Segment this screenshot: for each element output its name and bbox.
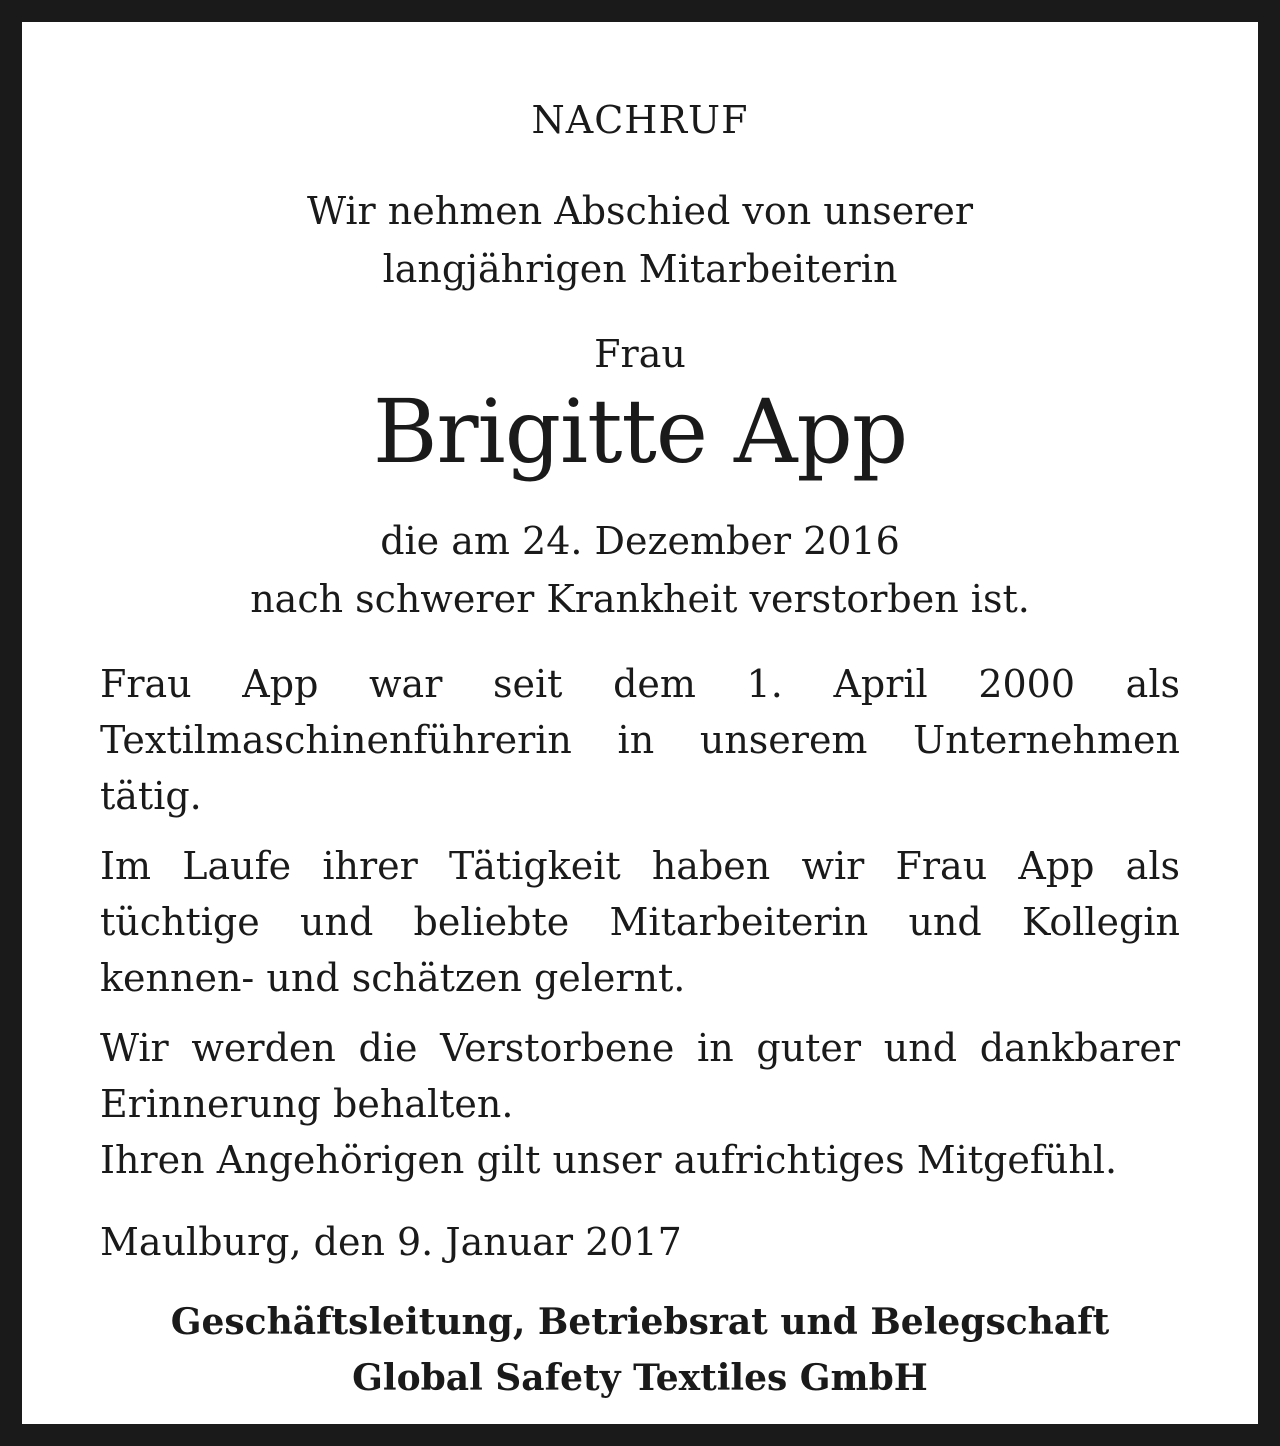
- signature-line-1: Geschäftsleitung, Betriebsrat und Belegschaft: [170, 1301, 1110, 1343]
- deceased-name: Brigitte App: [372, 380, 908, 483]
- signature-line-2: Global Safety Textiles GmbH: [352, 1357, 928, 1399]
- body-text: [100, 656, 1180, 1188]
- paragraph-condolence: Ihren Angehörigen gilt unser aufrichtiges Mitgefühl.: [100, 1138, 1118, 1182]
- notice-content: [100, 94, 1180, 1406]
- signature: [100, 1294, 1180, 1406]
- salutation: Frau: [594, 332, 686, 376]
- death-text: [100, 512, 1180, 628]
- paragraph-employment: Frau App war seit dem 1. April 2000 als Textilmaschinenführerin in unserem Unternehmen tätig.: [100, 662, 1180, 818]
- death-line-1: die am 24. Dezember 2016: [380, 519, 900, 563]
- notice-heading: NACHRUF: [531, 98, 749, 142]
- intro-line-1: Wir nehmen Abschied von unserer: [306, 189, 974, 233]
- intro-line-2: langjährigen Mitarbeiterin: [382, 247, 898, 291]
- death-line-2: nach schwerer Krankheit verstorben ist.: [250, 577, 1030, 621]
- intro-text: [100, 182, 1180, 298]
- paragraph-remembrance: Wir werden die Verstorbene in guter und dankbarer Erinnerung behalten.: [100, 1026, 1180, 1126]
- paragraph-appreciation: Im Laufe ihrer Tätigkeit haben wir Frau App als tüchtige und beliebte Mitarbeiterin und Kollegin kennen- und schätzen gelernt.: [100, 844, 1180, 1000]
- place-date: Maulburg, den 9. Januar 2017: [100, 1220, 682, 1264]
